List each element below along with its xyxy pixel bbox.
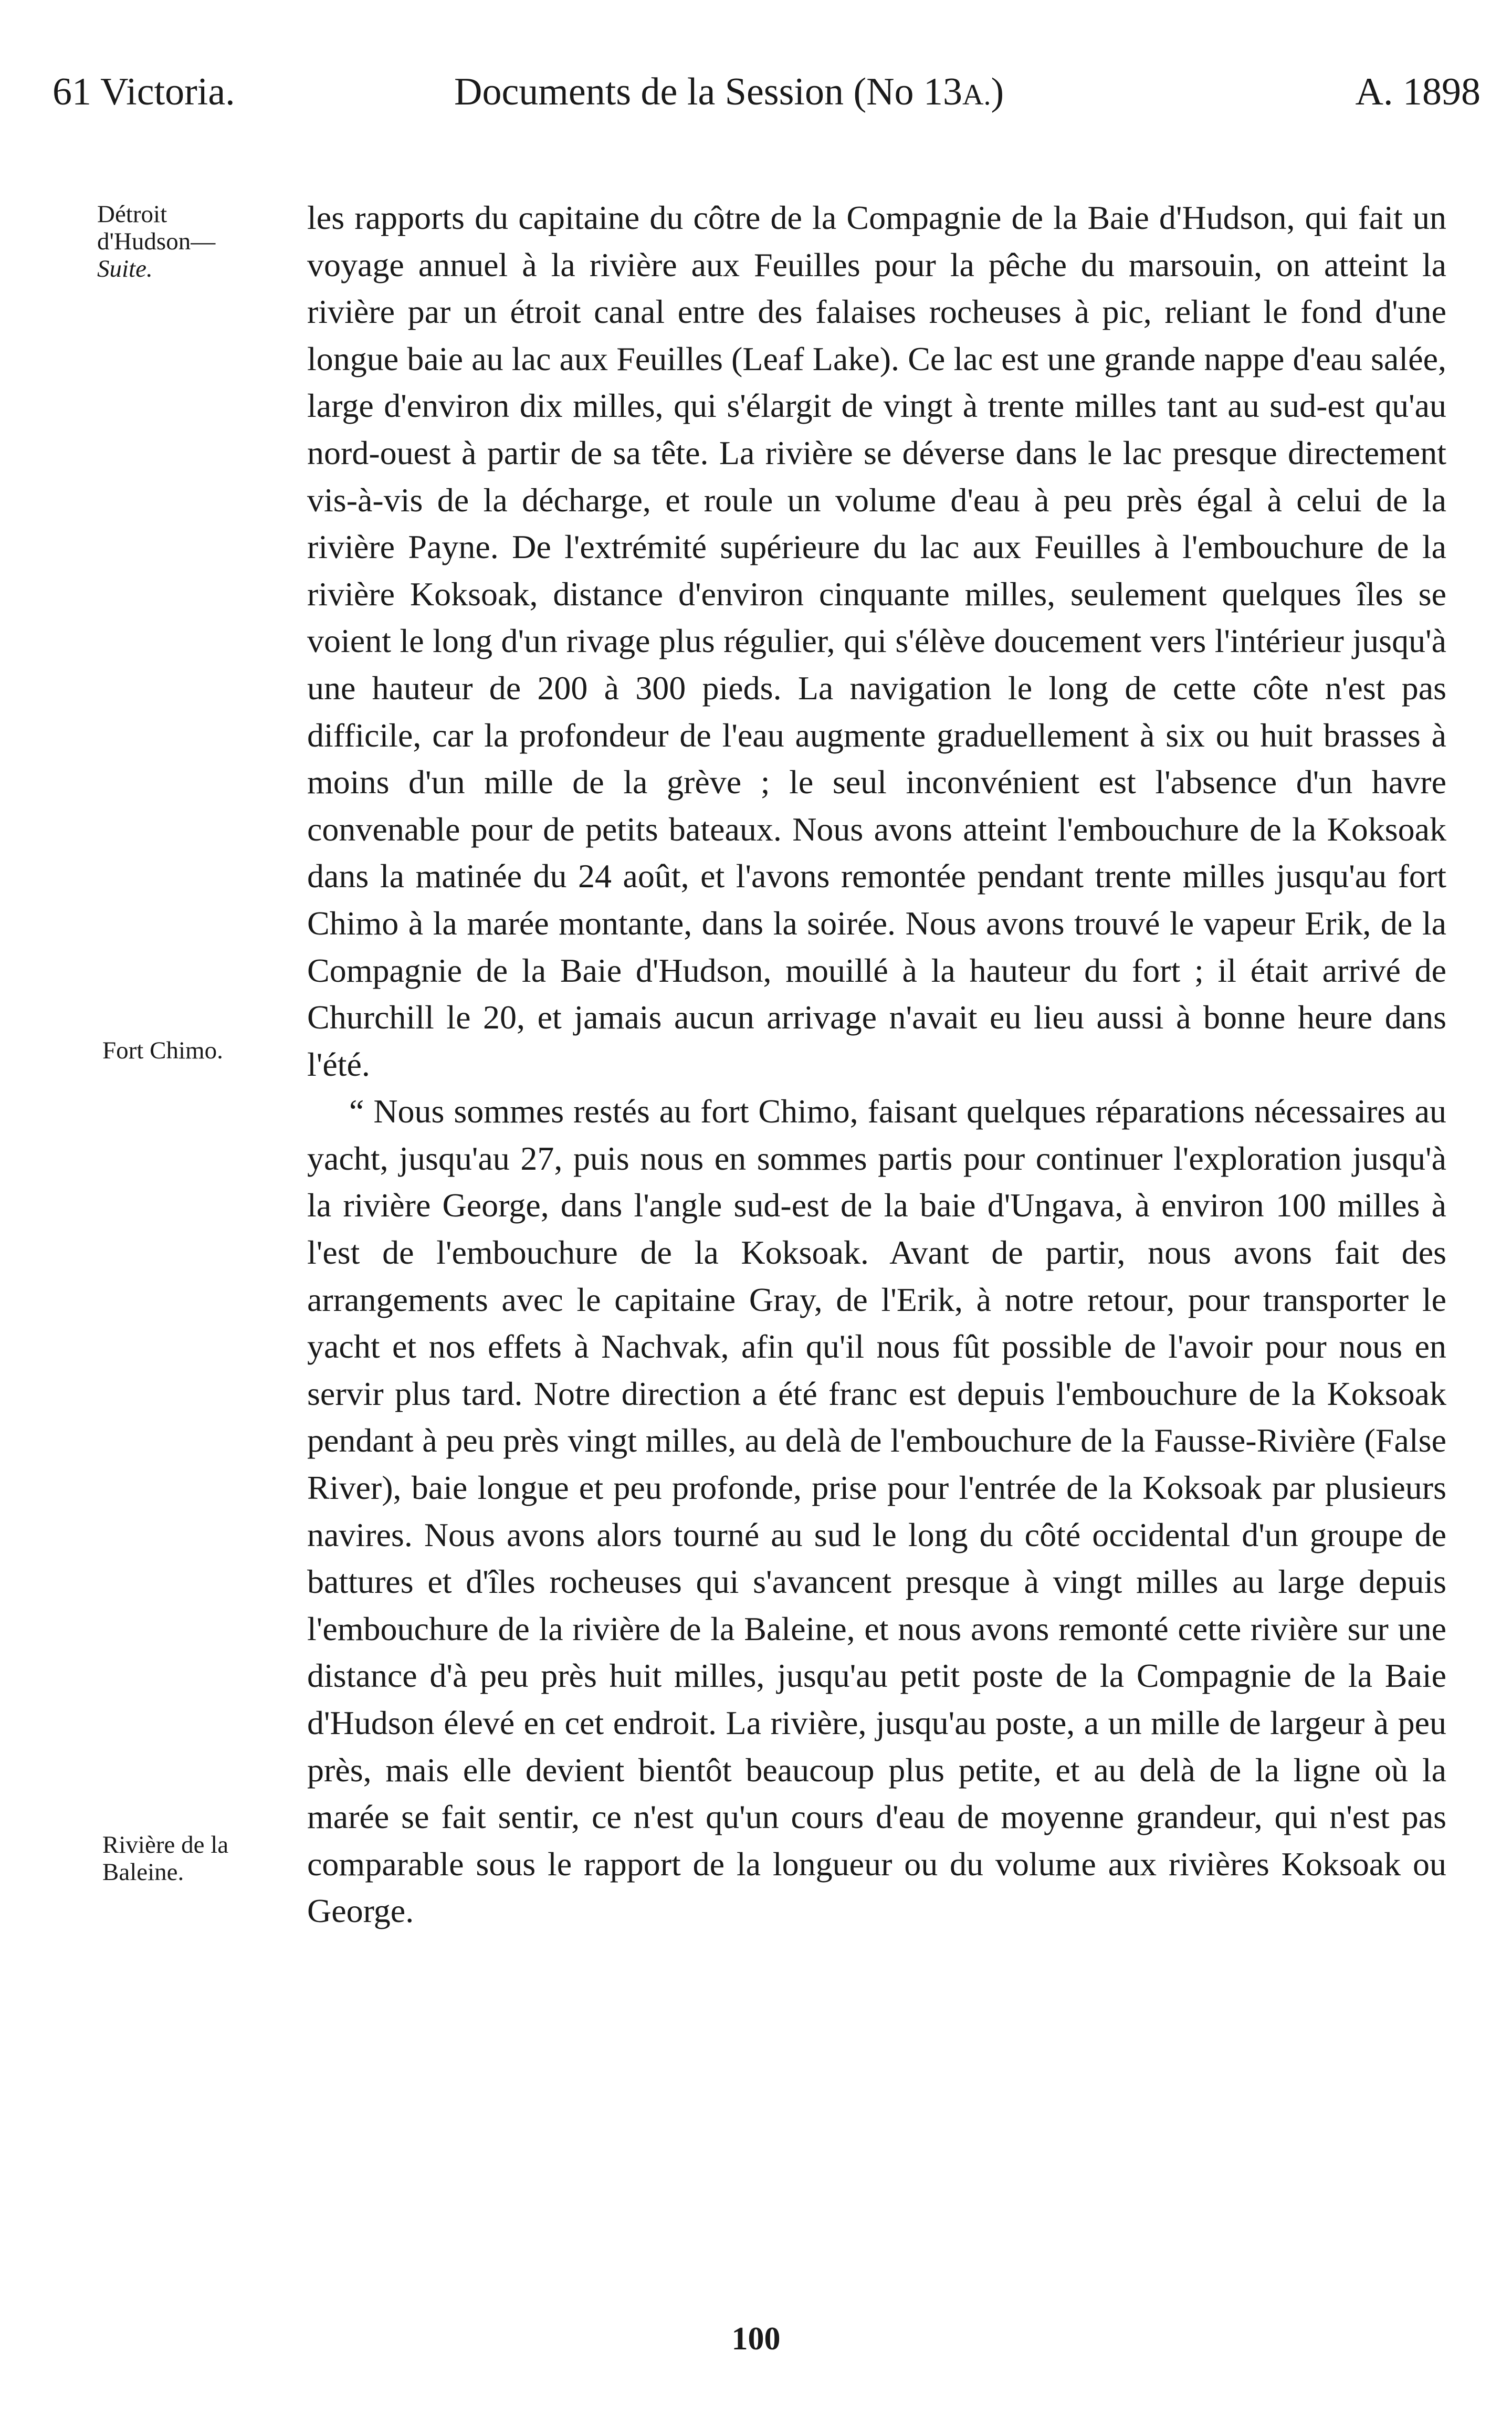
margin-note-line: Suite. bbox=[97, 255, 153, 282]
margin-note-baleine bbox=[102, 1831, 302, 1886]
margin-note-line: Fort Chimo. bbox=[102, 1037, 223, 1064]
paragraph: les rapports du capitaine du côtre de la Compagnie de la Baie d'Hudson, qui fait un voyage annuel à la rivière aux Feuilles pour la pêche du marsouin, on atteint la rivière par un étroit canal entre des falaises rocheuses à pic, reliant le fond d'une longue baie au lac aux Feuilles (Leaf Lake). Ce lac est une grande nappe d'eau salée, large d'environ dix milles, qui s'élargit de vingt à trente milles tant au sud-est qu'au nord-ouest à partir de sa tête. La rivière se déverse dans le lac presque directement vis-à-vis de la décharge, et roule un volume d'eau à peu près égal à celui de la rivière Payne. De l'extrémité supérieure du lac aux Feuilles à l'embouchure de la rivière Koksoak, distance d'environ cinquante milles, seulement quelques îles se voient le long d'un rivage plus régulier, qui s'élève doucement vers l'intérieur jusqu'à une hauteur de 200 à 300 pieds. La navigation le long de cette côte n'est pas difficile, car la profondeur de l'eau augmente graduellement à six ou huit brasses à moins d'un mille de la grève ; le seul inconvénient est l'absence d'un havre convenable pour de petits bateaux. Nous avons atteint l'embouchure de la Koksoak dans la matinée du 24 août, et l'avons remontée pendant trente milles jusqu'au fort Chimo à la marée montante, dans la soirée. Nous avons trouvé le vapeur Erik, de la Compagnie de la Baie d'Hudson, mouillé à la hauteur du fort ; il était arrivé de Churchill le 20, et jamais aucun arrivage n'avait eu lieu aussi à bonne heure dans l'été. bbox=[307, 199, 1446, 1083]
header-title-end: ) bbox=[991, 70, 1004, 113]
margin-note-line: d'Hudson— bbox=[97, 228, 216, 255]
running-header bbox=[52, 63, 1480, 121]
paragraph: “ Nous sommes restés au fort Chimo, faisant quelques réparations nécessaires au yacht, jusqu'au 27, puis nous en sommes partis pour continuer l'exploration jusqu'à la rivière George, dans l'angle sud-est de la baie d'Ungava, à environ 100 milles à l'est de l'embouchure de la Koksoak. Avant de partir, nous avons fait des arrangements avec le capitaine Gray, de l'Erik, à notre retour, pour transporter le yacht et nos effets à Nachvak, afin qu'il nous fût possible de l'avoir pour nous en servir plus tard. Notre direction a été franc est depuis l'embouchure de la Koksoak pendant à peu près vingt milles, au delà de l'embouchure de la Fausse-Rivière (False River), baie longue et peu profonde, prise pour l'entrée de la Koksoak par plusieurs navires. Nous avons alors tourné au sud le long du côté occidental d'un groupe de battures et d'îles rocheuses qui s'avancent presque à vingt milles au large depuis l'embouchure de la rivière de la Baleine, et nous avons remonté cette rivière sur une distance d'à peu près huit milles, jusqu'au petit poste de la Compagnie de la Baie d'Hudson élevé en cet endroit. La rivière, jusqu'au poste, a un mille de largeur à peu près, mais elle devient bientôt beaucoup plus petite, et au delà de la ligne où la marée se fait sentir, ce n'est qu'un cours d'eau de moyenne grandeur, qui n'est pas comparable sous le rapport de la longueur ou du volume aux rivières Koksoak ou George. bbox=[307, 1093, 1446, 1930]
margin-note-fort-chimo bbox=[102, 1037, 302, 1064]
body-text bbox=[307, 194, 1446, 1935]
header-title-main: Documents de la Session (No 13 bbox=[454, 70, 963, 113]
header-session: 61 Victoria. bbox=[52, 70, 235, 113]
header-year: A. 1898 bbox=[1355, 70, 1480, 113]
margin-note-detroit bbox=[97, 201, 297, 282]
header-title bbox=[454, 63, 1004, 124]
margin-note-line: Détroit bbox=[97, 201, 167, 228]
margin-note-line: Baleine. bbox=[102, 1858, 184, 1886]
header-title-suffix: A. bbox=[962, 79, 991, 111]
page-number: 100 bbox=[731, 2321, 781, 2357]
margin-note-line: Rivière de la bbox=[102, 1831, 229, 1858]
